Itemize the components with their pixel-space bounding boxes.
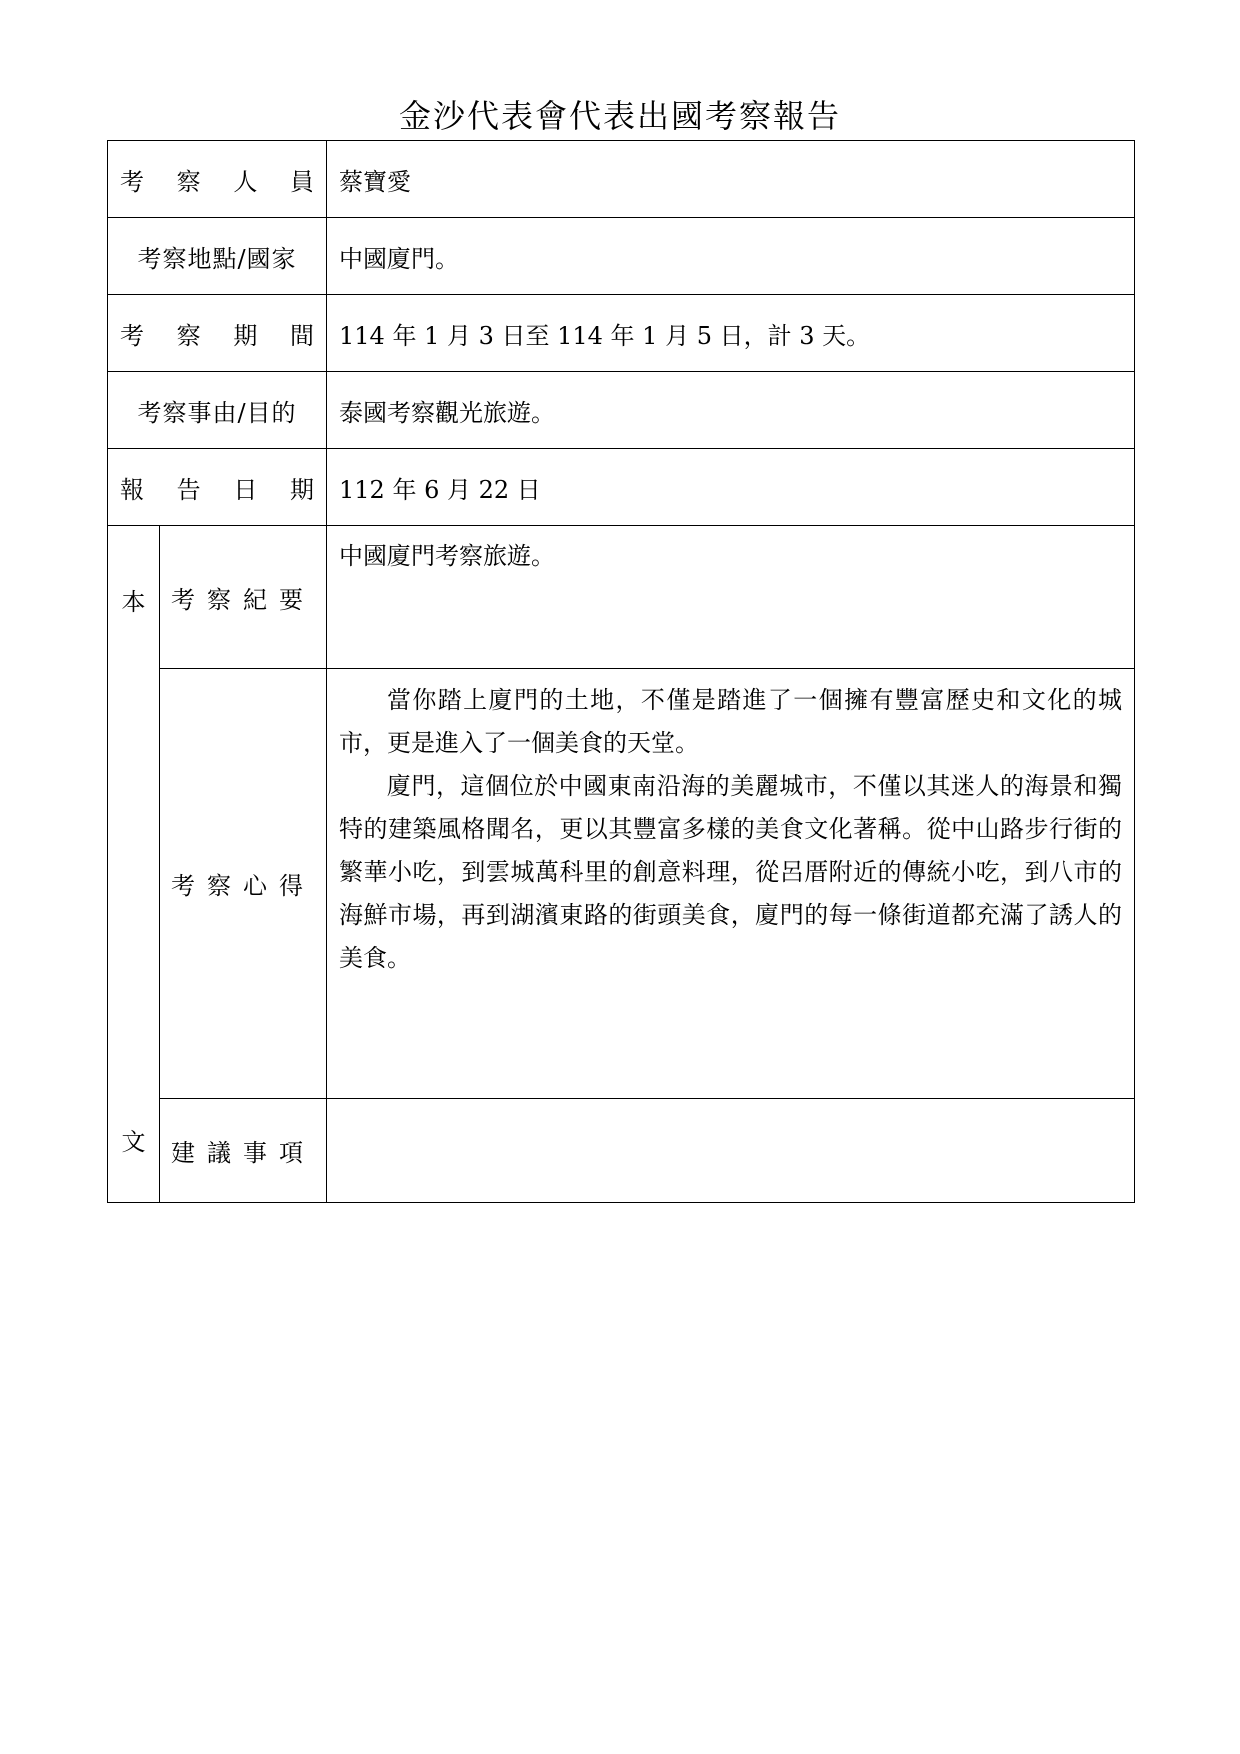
reflection-text [327,669,1135,1099]
report-table [107,140,1135,1203]
report-date-label: 報告日期 [108,449,327,526]
report-date-value: 112 年 6 月 22 日 [327,449,1135,526]
purpose-value: 泰國考察觀光旅遊。 [327,372,1135,449]
location-row [108,218,1135,295]
side-char-bottom: 文 [121,1128,146,1156]
purpose-row [108,372,1135,449]
suggestions-row [108,1099,1135,1203]
reflection-paragraph: 當你踏上廈門的土地，不僅是踏進了一個擁有豐富歷史和文化的城市，更是進入了一個美食的天堂。 [339,686,1122,757]
summary-value: 中國廈門考察旅遊。 [327,526,1135,669]
summary-label: 考察紀要 [160,526,327,669]
suggestions-label: 建議事項 [160,1099,327,1203]
personnel-row [108,141,1135,218]
personnel-value: 蔡寶愛 [327,141,1135,218]
suggestions-value [327,1099,1135,1203]
period-row [108,295,1135,372]
purpose-label: 考察事由/目的 [108,372,327,449]
period-value: 114 年 1 月 3 日至 114 年 1 月 5 日，計 3 天。 [327,295,1135,372]
reflection-paragraph: 廈門，這個位於中國東南沿海的美麗城市，不僅以其迷人的海景和獨特的建築風格聞名，更以其豐富多樣的美食文化著稱。從中山路步行街的繁華小吃，到雲城萬科里的創意料理，從呂厝附近的傳統小吃，到八市的海鮮市場，再到湖濱東路的街頭美食，廈門的每一條街道都充滿了誘人的美食。 [339,772,1122,972]
personnel-label: 考察人員 [108,141,327,218]
location-value: 中國廈門。 [327,218,1135,295]
summary-row [108,526,1135,669]
body-side-column [108,526,160,1203]
report-date-row [108,449,1135,526]
period-label: 考察期間 [108,295,327,372]
page-title: 金沙代表會代表出國考察報告 [398,97,841,135]
side-char-top: 本 [121,588,146,616]
reflection-row [108,669,1135,1099]
location-label: 考察地點/國家 [108,218,327,295]
reflection-label: 考察心得 [160,669,327,1099]
